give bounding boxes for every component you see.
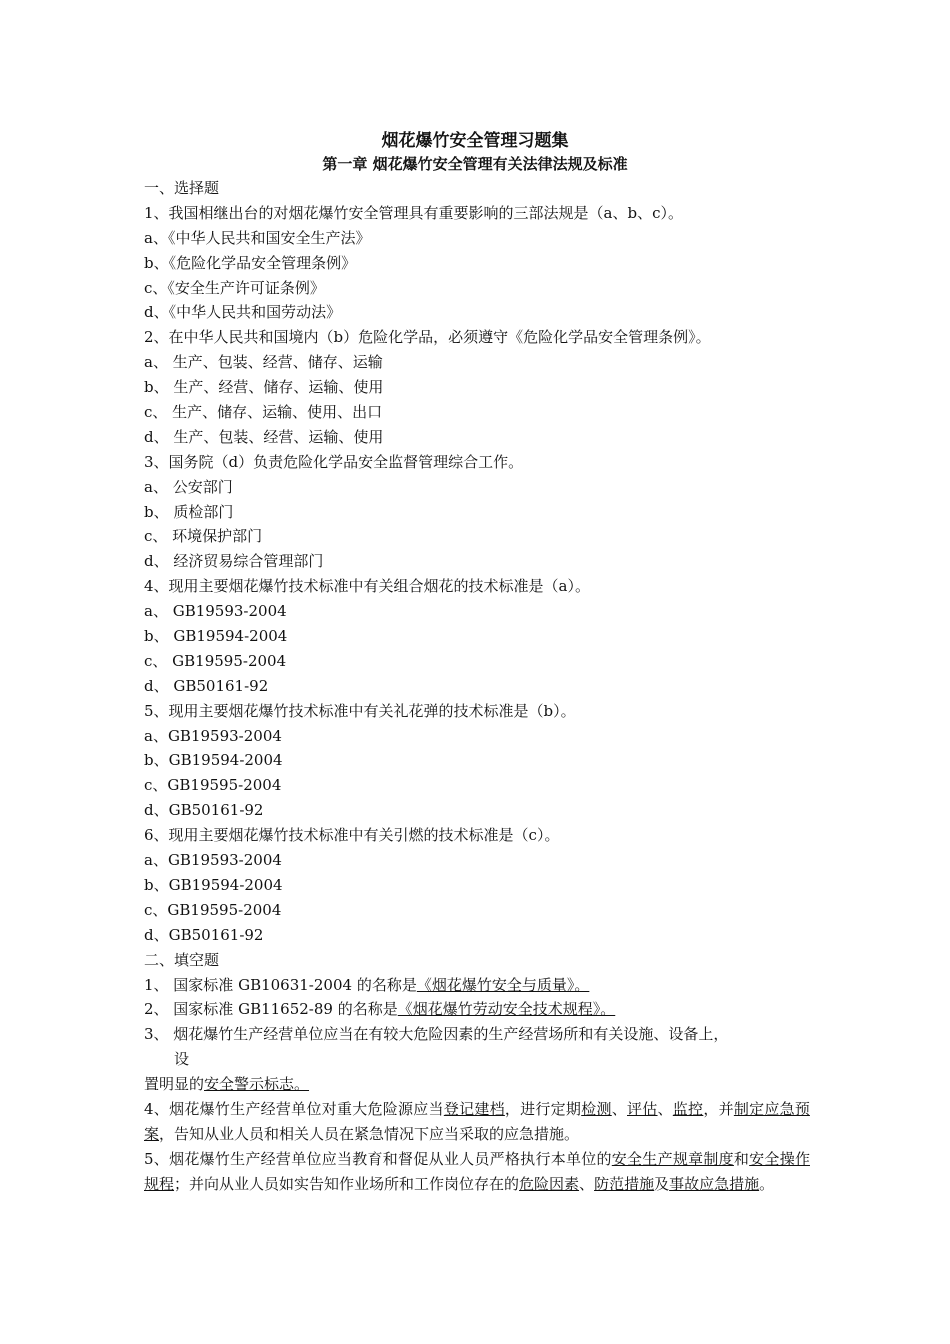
fill-5-answer-1: 安全生产规章制度 bbox=[611, 1149, 734, 1168]
question-3-option-b: b、 质检部门 bbox=[144, 502, 234, 521]
fill-4-answer-1: 登记建档 bbox=[443, 1099, 505, 1118]
question-6-option-d: d、GB50161-92 bbox=[144, 925, 264, 944]
fill-4-answer-4: 监控 bbox=[672, 1099, 704, 1118]
question-4-option-c: c、 GB19595-2004 bbox=[144, 651, 287, 670]
fill-2-answer: 《烟花爆竹劳动安全技术规程》。 bbox=[397, 1000, 616, 1019]
fill-4-answer-5: 制定应急预案 bbox=[144, 1099, 810, 1143]
question-4-option-a: a、 GB19593-2004 bbox=[144, 602, 287, 621]
question-2-stem: 2、在中华人民共和国境内（b）危险化学品，必须遵守《危险化学品安全管理条例》。 bbox=[144, 328, 711, 347]
fill-3-line-3 bbox=[144, 1072, 810, 1097]
fill-5-answer-2: 安全操作规程 bbox=[144, 1149, 810, 1193]
question-3-stem: 3、国务院（d）负责危险化学品安全监督管理综合工作。 bbox=[144, 452, 524, 471]
question-2-option-d: d、 生产、包装、经营、运输、使用 bbox=[144, 427, 384, 446]
fill-4-text: ，进行定期 bbox=[504, 1099, 582, 1118]
question-6-option-b: b、GB19594-2004 bbox=[144, 875, 283, 894]
fill-5-answer-4: 防范措施 bbox=[594, 1174, 655, 1193]
section-heading-fill: 二、填空题 bbox=[144, 950, 220, 969]
fill-5-answer-3: 危险因素 bbox=[519, 1174, 580, 1193]
question-2-option-c: c、 生产、储存、运输、使用、出口 bbox=[144, 403, 383, 422]
fill-3-line-1: 3、 烟花爆竹生产经营单位应当在有较大危险因素的生产经营场所和有关设施、设备上， bbox=[144, 1025, 729, 1044]
question-6-option-a: a、GB19593-2004 bbox=[144, 851, 282, 870]
fill-4-answer-2: 检测 bbox=[581, 1099, 612, 1118]
fill-4-text: 、 bbox=[657, 1099, 673, 1118]
fill-4-text: ，并 bbox=[703, 1099, 734, 1118]
question-1-option-c: c、《安全生产许可证条例》 bbox=[144, 278, 325, 297]
fill-5-text: 、 bbox=[579, 1174, 595, 1193]
fill-5 bbox=[144, 1147, 810, 1197]
doc-title: 烟花爆竹安全管理习题集 bbox=[381, 131, 569, 151]
question-4-stem: 4、现用主要烟花爆竹技术标准中有关组合烟花的技术标准是（a）。 bbox=[144, 577, 590, 596]
section-heading-choice: 一、选择题 bbox=[144, 179, 220, 197]
fill-5-text: 。 bbox=[759, 1174, 775, 1193]
fill-3-answer: 安全警示标志。 bbox=[204, 1075, 310, 1094]
question-6-stem: 6、现用主要烟花爆竹技术标准中有关引燃的技术标准是（c）。 bbox=[144, 826, 560, 845]
fill-2 bbox=[144, 997, 810, 1022]
question-2-option-b: b、 生产、经营、储存、运输、使用 bbox=[144, 378, 384, 397]
fill-3-line-2: 设 bbox=[174, 1050, 190, 1069]
question-3-option-d: d、 经济贸易综合管理部门 bbox=[144, 552, 324, 571]
question-1-stem: 1、我国相继出台的对烟花爆竹安全管理具有重要影响的三部法规是（a、b、c）。 bbox=[144, 203, 683, 222]
question-5-option-b: b、GB19594-2004 bbox=[144, 751, 283, 770]
document-body bbox=[144, 176, 810, 1197]
fill-5-answer-5: 事故应急措施 bbox=[669, 1174, 760, 1193]
fill-1 bbox=[144, 973, 810, 998]
question-2-option-a: a、 生产、包装、经营、储存、运输 bbox=[144, 353, 383, 372]
fill-5-text: 5、烟花爆竹生产经营单位应当教育和督促从业人员严格执行本单位的 bbox=[144, 1149, 612, 1168]
question-5-option-a: a、GB19593-2004 bbox=[144, 726, 282, 745]
fill-2-text: 2、 国家标准 GB11652-89 的名称是 bbox=[144, 1000, 398, 1019]
question-4-option-d: d、 GB50161-92 bbox=[144, 676, 269, 695]
question-6-option-c: c、GB19595-2004 bbox=[144, 900, 282, 919]
fill-5-text: 和 bbox=[733, 1149, 750, 1168]
question-5-option-c: c、GB19595-2004 bbox=[144, 776, 282, 795]
question-3-option-c: c、 环境保护部门 bbox=[144, 527, 263, 546]
fill-5-text: ；并向从业人员如实告知作业场所和工作岗位存在的 bbox=[174, 1174, 520, 1193]
question-3-option-a: a、 公安部门 bbox=[144, 477, 233, 496]
question-5-stem: 5、现用主要烟花爆竹技术标准中有关礼花弹的技术标准是（b）。 bbox=[144, 701, 576, 720]
fill-4-text: 、 bbox=[611, 1099, 627, 1118]
chapter-heading: 第一章 烟花爆竹安全管理有关法律法规及标准 bbox=[322, 155, 628, 173]
fill-5-text: 及 bbox=[654, 1174, 670, 1193]
fill-4-text: 4、烟花爆竹生产经营单位对重大危险源应当 bbox=[144, 1099, 444, 1118]
question-1-option-d: d、《中华人民共和国劳动法》 bbox=[144, 303, 342, 322]
question-4-option-b: b、 GB19594-2004 bbox=[144, 627, 288, 646]
fill-4-text: ，告知从业人员和相关人员在紧急情况下应当采取的应急措施。 bbox=[159, 1124, 580, 1143]
fill-1-text: 1、 国家标准 GB10631-2004 的名称是 bbox=[144, 975, 417, 994]
fill-3-text: 置明显的 bbox=[144, 1075, 205, 1094]
question-5-option-d: d、GB50161-92 bbox=[144, 801, 264, 820]
fill-1-answer: 《烟花爆竹安全与质量》。 bbox=[416, 975, 590, 994]
fill-4 bbox=[144, 1097, 810, 1147]
question-1-option-a: a、《中华人民共和国安全生产法》 bbox=[144, 228, 371, 247]
fill-4-answer-3: 评估 bbox=[627, 1099, 658, 1118]
question-1-option-b: b、《危险化学品安全管理条例》 bbox=[144, 253, 357, 272]
